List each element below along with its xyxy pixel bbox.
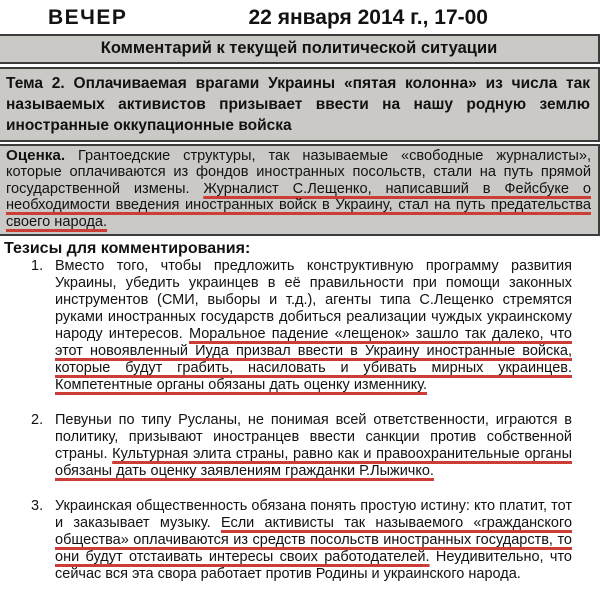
- assessment-body: Грантоедские структуры, так называемые «свободные журналисты», которые оплачиваются из фондов иностранных посольств, стали на путь прямой государственной измены.: [6, 148, 591, 197]
- list-item-text: [55, 412, 572, 480]
- commentary-banner-text: Комментарий к текущей политической ситуации: [100, 39, 498, 57]
- theses-heading: Тезисы для комментирования:: [4, 240, 251, 258]
- commentary-banner: [0, 34, 600, 64]
- list-item: [0, 258, 600, 394]
- list-item-number: 3.: [31, 498, 44, 515]
- list-item-number: 2.: [31, 412, 44, 429]
- assessment-label: Оценка.: [6, 147, 66, 164]
- list-item-text: [55, 258, 572, 394]
- list-item-text-underlined: Моральное падение «лещенок» зашло так далеко, что этот новоявленный Иуда призвал ввести в Украину иностранные войска, которые будут грабить, насиловать и убивать мирных украинцев. Компетентные органы обязаны дать оценку изменнику.: [55, 326, 573, 394]
- list-item-text-normal: Украинская общественность обязана понять простую истину: кто платит, тот и заказывает музыку.: [55, 498, 572, 532]
- list-item-text-normal: Вместо того, чтобы предложить конструктивную программу развития Украины, убедить украинцев в её правильности при помощи законных инструментов (СМИ, выборы и т.д.), агенты типа С.Лещенко стремятся руками иностранных государств добиться реализации чуждых украинскому народу интересов.: [55, 258, 572, 343]
- list-item: [0, 412, 600, 480]
- assessment-paragraph: [0, 144, 600, 236]
- theses-section: [0, 236, 600, 583]
- assessment-underlined-text: Журналист С.Лещенко, написавший в Фейсбуке о необходимости введения иностранных войск в Украину, стал на путь предательства своего народа.: [6, 180, 591, 230]
- topic-heading: [0, 67, 600, 142]
- edition-title: ВЕЧЕР: [48, 6, 128, 29]
- topic-heading-text: Тема 2. Оплачиваемая врагами Украины «пятая колонна» из числа так называемых активистов призывает ввести на нашу родную землю иностранные оккупационные войска: [6, 75, 590, 134]
- list-item-text-normal: Певуньи по типу Русланы, не понимая всей ответственности, играются в политику, призывают иностранцев ввести санкции против собственной страны.: [55, 412, 572, 463]
- list-item-text-underlined: Если активисты так называемого «гражданского общества» оплачиваются из средств посольств иностранных государств, то они будут отстаивать интересы своих работодателей.: [55, 515, 573, 566]
- list-item: [0, 498, 600, 583]
- list-item-number: 1.: [31, 258, 44, 275]
- list-item-text-underlined: Культурная элита страны, равно как и правоохранительные органы обязаны дать оценку заявлениям гражданки Р.Лыжичко.: [55, 446, 572, 480]
- list-item-text: [55, 498, 572, 583]
- list-item-text-normal: Неудивительно, что сейчас вся эта свора работает против Родины и украинского народа.: [55, 549, 572, 583]
- edition-datetime: 22 января 2014 г., 17-00: [248, 6, 488, 29]
- masthead: [0, 0, 600, 34]
